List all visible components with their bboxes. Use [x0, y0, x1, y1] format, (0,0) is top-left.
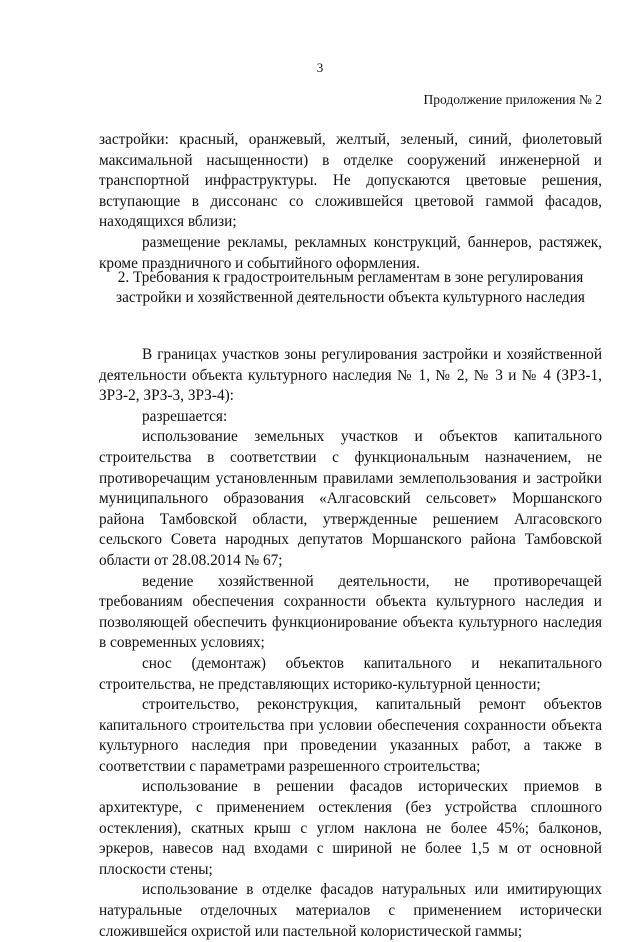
paragraph-construction: строительство, реконструкция, капитальный ремонт объектов капитального строительства при условии обеспечения сохранности объекта культурного наследия при проведении указанных работ, а также в соответствии с параметрами разрешенного строительства;: [99, 696, 602, 775]
appendix-continuation-note: Продолжение приложения № 2: [423, 92, 602, 107]
paragraph-land-use: использование земельных участков и объектов капитального строительства в соответствии с функциональным назначением, не противоречащим установленным правилами землепользования и застройки муниципального образования «Алгасовский сельсовет» Моршанского района Тамбовской области, утвержденные решением Алгасовского сельского Совета народных депутатов Моршанского района Тамбовской области от 28.08.2014 № 67;: [99, 428, 602, 569]
paragraph-demolition: снос (демонтаж) объектов капитального и некапитального строительства, не представляющих историко-культурной ценности;: [99, 654, 602, 693]
section-heading: 2. Требования к градостроительным регламентам в зоне регулирования застройки и хозяйственной деятельности объекта культурного наследия: [116, 269, 585, 306]
paragraph-economic-activity: ведение хозяйственной деятельности, не противоречащей требованиям обеспечения сохранности объекта культурного наследия и позволяющей обеспечить функционирование объекта культурного наследия в современных условиях;: [99, 572, 602, 652]
paragraph-color-restrictions: застройки: красный, оранжевый, желтый, зеленый, синий, фиолетовый максимальной насыщенности) в отделке сооружений инженерной и транспортной инфраструктуры. Не допускаются цветовые решения, вступающие в диссонанс со сложившейся цветовой гаммой фасадов, находящихся вблизи;: [99, 131, 602, 231]
paragraph-zone-boundaries: В границах участков зоны регулирования застройки и хозяйственной деятельности объекта культурного наследия № 1, № 2, № 3 и № 4 (ЗРЗ-1, ЗРЗ-2, ЗРЗ-3, ЗРЗ-4):: [99, 346, 602, 405]
page-number: 3: [316, 60, 324, 75]
paragraph-facade-materials: использование в отделке фасадов натуральных или имитирующих натуральные отделочных материалов с применением исторически сложившейся охристой или пастельной колористической гаммы;: [99, 881, 602, 940]
paragraph-facade-techniques: использование в решении фасадов исторических приемов в архитектуре, с применением остекления (без устройства сплошного остекления), скатных крыш с углом наклона не более 45%; балконов, эркеров, навесов над входами с шириной не более 1,5 м от основной плоскости стены;: [99, 778, 602, 878]
paragraph-advertising: размещение рекламы, рекламных конструкций, баннеров, растяжек, кроме праздничного и событийного оформления.: [99, 233, 602, 272]
section-text-block: [99, 345, 602, 942]
top-text-block: [99, 130, 602, 274]
paragraph-permitted: разрешается:: [142, 407, 228, 425]
